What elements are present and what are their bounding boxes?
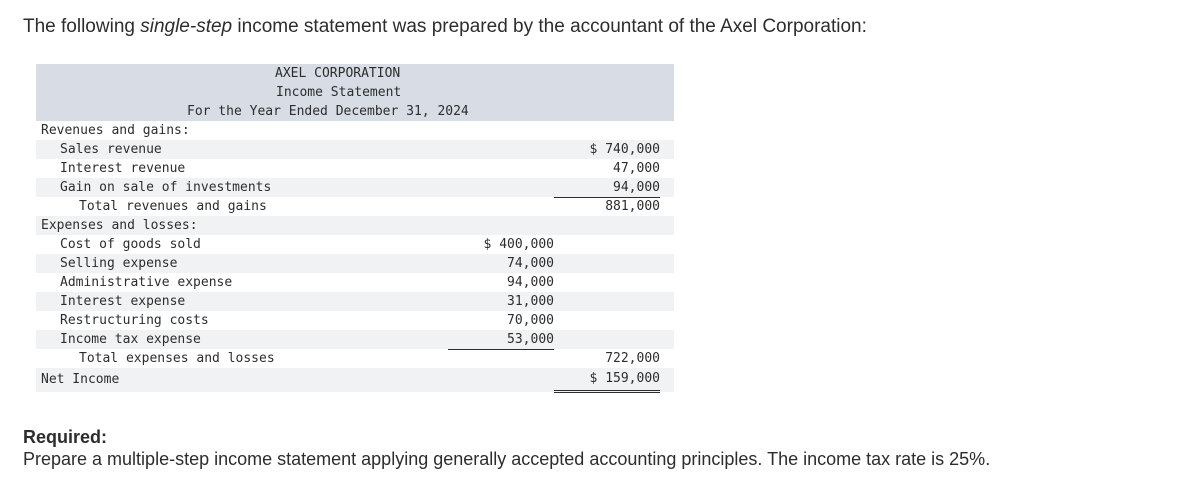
total-revenues-amount: 881,000 <box>605 199 660 214</box>
total-revenues-label: Total revenues and gains <box>79 199 267 214</box>
net-income-amount: $ 159,000 <box>554 368 660 393</box>
revenue-amount: 94,000 <box>554 178 660 198</box>
intro-after: income statement was prepared by the accountant of the Axel Corporation: <box>232 16 867 37</box>
required-text: Prepare a multiple-step income statement applying generally accepted accounting principles. The income tax rate is 25%. <box>23 449 991 469</box>
total-expenses-label: Total expenses and losses <box>79 351 275 366</box>
intro-emphasis: single-step <box>140 16 233 37</box>
revenue-amount: $ 740,000 <box>589 142 660 157</box>
expense-amount: 70,000 <box>507 313 554 328</box>
required-title: Required: <box>23 427 108 447</box>
expense-label: Selling expense <box>60 256 178 271</box>
expense-amount: 74,000 <box>507 256 554 271</box>
total-expenses-amount: 722,000 <box>554 349 660 369</box>
revenue-amount: 47,000 <box>613 161 660 176</box>
net-income-row <box>36 368 674 392</box>
expense-label: Administrative expense <box>60 275 233 290</box>
total-expenses-row <box>36 349 674 368</box>
expense-label: Income tax expense <box>60 332 201 347</box>
expense-label: Restructuring costs <box>60 313 209 328</box>
company-name: AXEL CORPORATION <box>275 66 401 81</box>
net-income-label: Net Income <box>41 372 120 387</box>
expense-label: Cost of goods sold <box>60 237 201 252</box>
revenue-row <box>36 178 674 197</box>
expense-label: Interest expense <box>60 294 186 309</box>
expense-amount: 31,000 <box>507 294 554 309</box>
revenue-label: Interest revenue <box>60 161 186 176</box>
expense-amount: 53,000 <box>448 330 554 350</box>
expense-amount: $ 400,000 <box>483 237 554 252</box>
total-revenues-row <box>36 197 674 216</box>
expense-row <box>36 292 674 311</box>
expense-row <box>36 330 674 349</box>
expense-row <box>36 311 674 330</box>
expense-amount: 94,000 <box>507 275 554 290</box>
intro-text <box>23 15 867 39</box>
income-statement <box>36 64 674 392</box>
expense-row <box>36 273 674 292</box>
expense-row <box>36 235 674 254</box>
expense-row <box>36 254 674 273</box>
revenue-label: Sales revenue <box>60 142 162 157</box>
intro-before: The following <box>23 16 141 37</box>
required-section <box>23 426 990 470</box>
expenses-heading-row <box>36 216 674 235</box>
statement-period: For the Year Ended December 31, 2024 <box>187 104 469 119</box>
expenses-heading: Expenses and losses: <box>41 218 198 233</box>
revenue-label: Gain on sale of investments <box>60 180 272 195</box>
revenues-heading: Revenues and gains: <box>41 123 190 138</box>
statement-title: Income Statement <box>276 85 402 100</box>
revenue-row <box>36 159 674 178</box>
revenue-row <box>36 140 674 159</box>
statement-header <box>36 64 674 121</box>
revenues-heading-row <box>36 121 674 140</box>
